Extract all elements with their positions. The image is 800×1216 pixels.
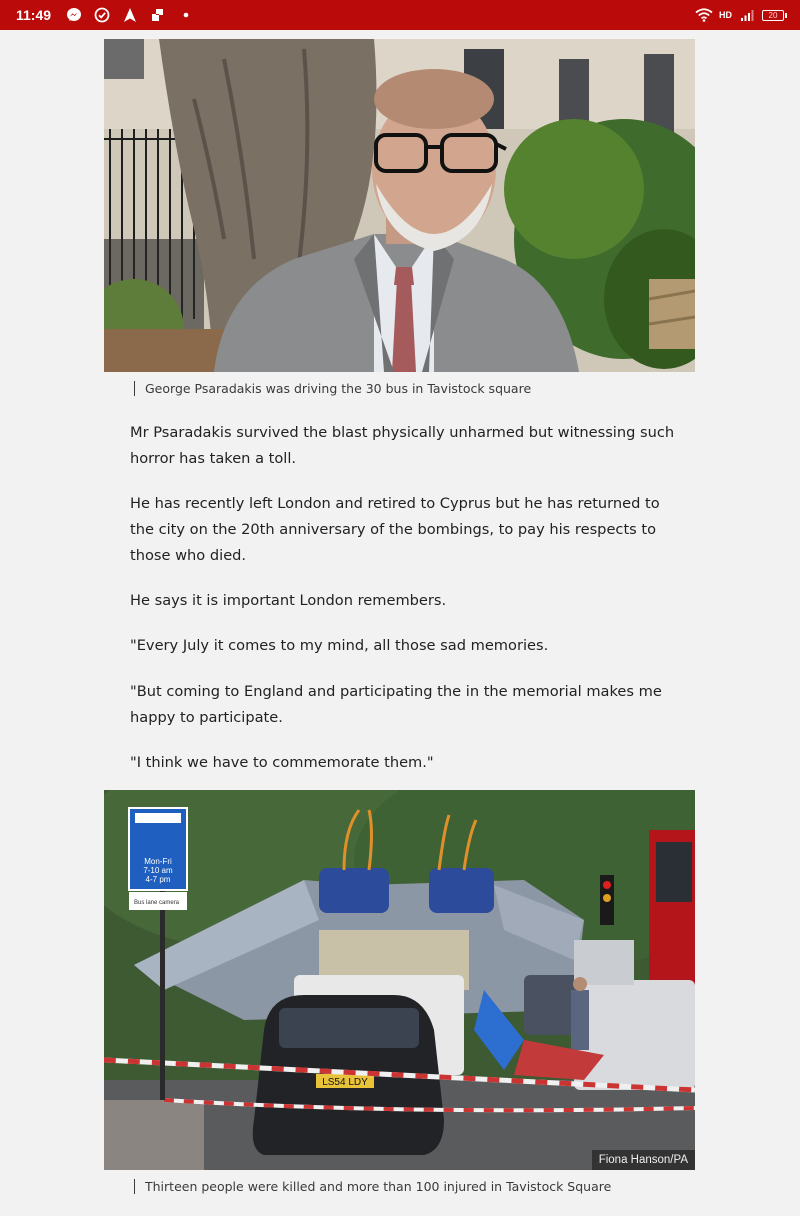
navigation-icon [121,6,139,24]
bus-lane-camera-sign: Bus lane camera [134,900,180,906]
article-paragraph: Mr Psaradakis survived the blast physically unharmed but witnessing such horror has taken a toll. [130,424,675,467]
photo-caption-bus: Thirteen people were killed and more than 100 injured in Tavistock Square [134,1179,705,1194]
status-time: 11:49 [16,7,52,23]
wifi-icon [695,6,713,24]
status-bar [0,0,800,30]
network-type-label: HD [719,10,732,20]
article-paragraph: "But coming to England and participating the in the memorial makes me happy to participate. [130,683,662,726]
article-paragraph: "Every July it comes to my mind, all those sad memories. [130,637,549,654]
article-paragraph: He says it is important London remembers. [130,592,447,609]
article-paragraph: "I think we have to commemorate them." [130,754,434,771]
sign-line: 7-10 am [143,866,173,875]
article-paragraph: He has recently left London and retired to Cyprus but he has returned to the city on the 20th anniversary of the bombings, to pay his respects to those who died. [130,495,660,564]
license-plate-text: LS54 LDY [322,1077,368,1088]
photo-credit: Fiona Hanson/PA [592,1150,695,1170]
photo-caption-portrait: George Psaradakis was driving the 30 bus in Tavistock square [134,381,705,396]
app-icon [149,6,167,24]
article-photo-bus [104,790,695,1170]
signal-icon [738,6,756,24]
check-circle-icon [93,6,111,24]
sign-line: 4-7 pm [145,875,171,884]
battery-level: 20 [768,10,778,20]
dot-icon [177,6,195,24]
sign-line: Mon-Fri [144,857,172,866]
article-photo-portrait [104,39,695,372]
messenger-icon [65,6,83,24]
battery-icon [762,10,784,21]
